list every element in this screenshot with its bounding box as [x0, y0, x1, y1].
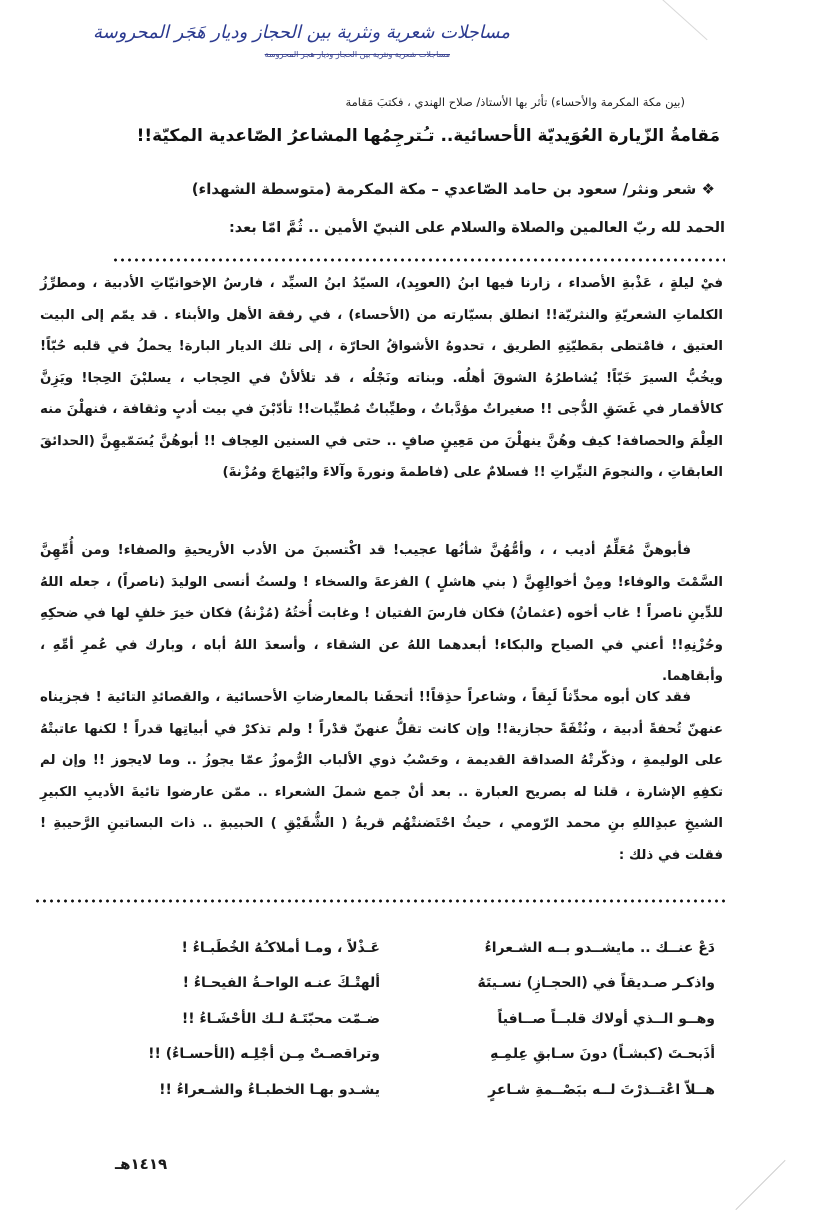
- opening-praise: الحمد لله ربّ العالمين والصلاة والسلام على النبيّ الأمين .. ثُمَّ امّا بعد:: [228, 220, 725, 236]
- paragraph-3: [40, 682, 723, 871]
- poem-verse: [40, 1072, 715, 1108]
- paragraph-text: فأبوهنَّ مُعَلِّمٌ أديب ، ، وأمُّهُنَّ شأنُها عجيب! قد اكْتسبنَ من الأدب الأريحيةِ والصفاء! ومن أُمِّهِنَّ السَّمْتَ والوفاء! ومِنْ أخوالِهِنَّ ( بني هاشلٍ ) الفزعةَ والسخاء ! ولستُ أنسى الوليدَ (ناصراً) ، جعله اللهُ للدِّينِ ناصراً ! غاب أخوه (عثمانُ) فكان فارسَ الفتيان ! وغابت أُختُهُ (مُزْنةُ) فكان خيرَ خلفٍ لها في ضحكِهِ وحُزْنِهِ!! أعني في الصياح والبكاء! أبعدهما اللهُ عن الشقاء ، وأسعدَ اللهُ أباه ، وبارك في عُمرِ أمِّهِ ، وأبقاهما.: [40, 543, 723, 684]
- verse-first-hemistich: دَعْ عنــك .. مايشــدو بــه الشـعراءُ: [484, 939, 715, 956]
- paragraph-text: فيْ ليلةٍ ، عَذْبةِ الأصداء ، زارنا فيها ابنُ (العويِد)، السيّدُ ابنُ السيِّد ، فارسُ الإخوانيّاتِ الأدبية ، ومطرِّزُ الكلماتِ الشعريّةِ والنثريّة!! انطلق بسيّارته من (الأحساء) ، في رفقة الأهل والأبناء . قد يمّم إلى البيت العتيق ، فامْتطى بمَطيّتِهِ الطريق ، تحدوهُ الأشواقُ الحارّة ، إلى تلك الديار البارة! يحملُ في قلبه حُبّاً! ويخُبُّ السيرَ خَبّاً! يُشاطرُهُ الشوقَ أهلُه. وبناته ونَجْلُه ، قد تلألأنْ في الحِجاب ، يسلبْنَ الحِجا! ويَزِنَّ كالأقمار في غَسَقِ الدُّجى !! صغيراتٌ مؤدَّباتٌ ، وطيِّباتٌ مُطيِّبات!! تأدّبْنَ في بيت أدبٍ وثقافة ، فنهلْنَ منه العِلْمَ والحصافة! كيف وهُنَّ ينهلْنَ من مَعِينٍ صافٍ .. حتى في السنين العِجاف !! أبوهُنَّ يُسَمّيهِنَّ (الحدائقَ العابقاتِ ، والنجومَ النيِّراتِ !! فسلامٌ على (فاطمةَ ونورةَ وآلاءَ وابْتِهاجَ ومُزْنةَ): [40, 276, 723, 480]
- author-text: شعر ونثر/ سعود بن حامد الصّاعدي – مكة المكرمة (متوسطة الشهداء): [191, 180, 697, 198]
- verse-first-hemistich: هــلاّ اعْتــذرْتَ لــه ببَصْــمةِ شـاعرٍ: [488, 1081, 715, 1098]
- handwritten-struck-text: مساجلات شعرية ونثرية بين الحجاز وديار هجر المحروسة: [264, 50, 450, 59]
- bullet-icon: ❖: [701, 180, 715, 198]
- handwritten-title: مساجلات شعرية ونثرية بين الحجاز وديار هَجَر المحروسة: [93, 22, 510, 43]
- verse-second-hemistich: وتراقصـتْ مِـن أجْلِـه (الأحسـاءُ) !!: [148, 1046, 380, 1063]
- verse-second-hemistich: يشـدو بهـا الخطبـاءُ والشـعراءُ !!: [159, 1081, 380, 1098]
- paragraph-text: فقد كان أبوه محدِّثاً لَبِقاً ، وشاعراً حذِقاً!! أتحفَنا بالمعارضاتِ الأحسائية ، والقصائدِ التائية ! فجزيناه عنهنّ تُحفةً أدبية ، ونُتْفَةً حجازية!! وإن كانت تقلُّ عنهنّ قدْراً ! ولم تذكرْ في أبياتِها قدراً ! لكنها عاتبتْهُ على الوليمةِ ، وذكّرتْهُ الصداقة القديمة ، وحَسْبُ ذوي الألباب الرُّموزُ عمّا يجوزُ .. وما لايجوز !! وإن لم تكفِهِ الإشارة ، قلنا له بصريح العبارة .. بعد أنْ جمع شملَ الشعراء .. ممّن عارضوا تائيةَ الأديبِ الكبيرِ الشيخِ عبدِاللهِ بنِ محمد الرّومي ، حيثُ احْتَضنتْهُم قريةُ ( الشُّقَيْقِ ) الحبيبةِ .. ذات البساتينِ الرَّحيبةِ ! فقلت في ذلك :: [40, 690, 723, 863]
- verse-second-hemistich: ضـمّت محبّتَـهُ لـك الأحْشَـاءُ !!: [181, 1010, 380, 1027]
- author-line: [192, 180, 715, 198]
- paper-fold-line: [735, 1160, 785, 1210]
- poem-verse: [40, 1001, 715, 1037]
- paragraph-2: [40, 535, 723, 693]
- page-title: مَقامةُ الزّيارة العُوَيديّة الأحسائية.. تـُترجِمُها المشاعرُ الصّاعدية المكيّة!!: [136, 126, 720, 146]
- verse-first-hemistich: وهــو الــذي أولاك قلبــاً صــافياً: [497, 1010, 715, 1027]
- poem-verse: [40, 966, 715, 1002]
- verse-first-hemistich: أذَبحـتَ (كبشـاً) دونَ سـابقِ عِلمِـهِ: [490, 1046, 715, 1063]
- poem-verse: [40, 1037, 715, 1073]
- intro-note: (بين مكة المكرمة والأحساء) تأثر بها الأستاذ/ صلاح الهندي ، فكتبَ مَقامة: [345, 95, 685, 109]
- verse-first-hemistich: واذكـر صـديقاً في (الحجـازِ) نسـيتَهُ: [477, 975, 715, 992]
- verse-second-hemistich: عَـذْلاً ، ومـا أملاكـُهُ الخُطَبـاءُ !: [181, 939, 380, 956]
- hijri-date: ١٤١٩هـ: [115, 1155, 168, 1173]
- paragraph-1: [40, 268, 723, 489]
- poem-verse: [40, 930, 715, 966]
- dotted-divider: [112, 258, 725, 262]
- verse-second-hemistich: ألهتْـكَ عنـه الواحـةُ الفيحـاءُ !: [182, 975, 380, 992]
- dotted-divider: [34, 899, 725, 903]
- paper-fold-line: [640, 0, 708, 40]
- poem: [40, 930, 715, 1108]
